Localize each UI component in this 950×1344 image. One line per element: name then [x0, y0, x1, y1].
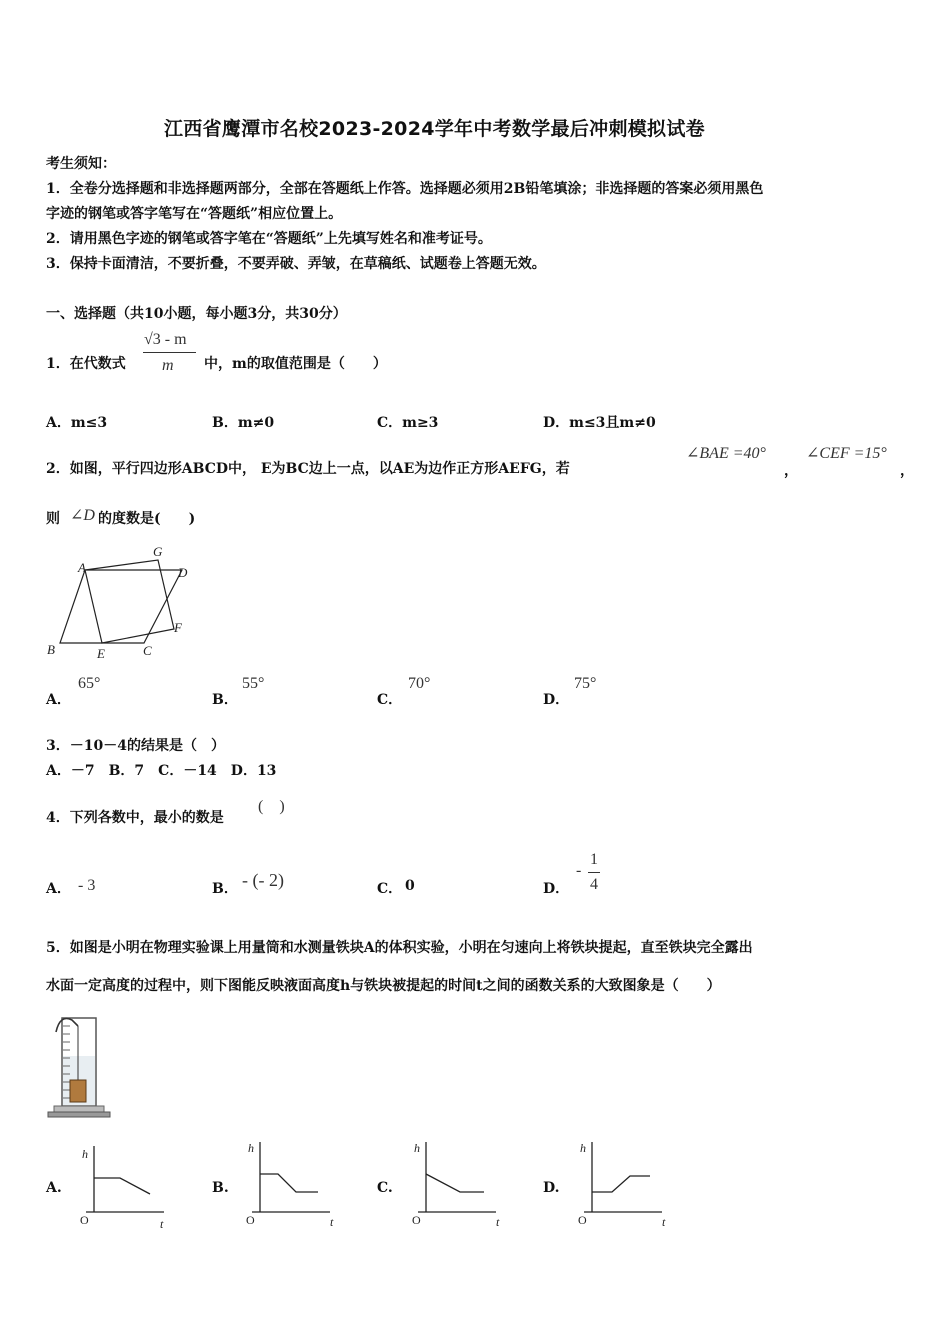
q4-option-a-letter: A． [46, 881, 71, 897]
q2-option-a-letter: A． [46, 692, 71, 708]
q4-option-d-sign: - [576, 862, 582, 879]
q1-suffix: 中，m的取值范围是（ ） [204, 356, 387, 372]
axis-h-label: h [414, 1141, 420, 1155]
q5-option-c-letter: C. [377, 1180, 393, 1196]
section-heading: 一、选择题（共10小题，每小题3分，共30分） [46, 306, 347, 322]
q2-comma-1: ， [784, 463, 798, 479]
q4-option-c-value: 0 [405, 878, 415, 894]
q4-option-d-denominator: 4 [590, 876, 598, 893]
q1-fraction-numerator: √3 - m [144, 331, 187, 348]
q4-question: 4．下列各数中，最小的数是 [46, 810, 224, 826]
q2-line1: 2．如图，平行四边形ABCD中， E为BC边上一点，以AE为边作正方形AEFG，若 [46, 461, 570, 477]
origin-label: O [578, 1213, 587, 1227]
q4-option-b-letter: B． [212, 881, 238, 897]
q1-option-a: A．m≤3 [46, 415, 108, 431]
q4-paren: ( ) [258, 798, 285, 815]
measuring-cylinder-illustration [44, 1012, 114, 1122]
notice-item-2: 2．请用黑色字迹的钢笔或答字笔在“答题纸”上先填写姓名和准考证号。 [46, 231, 492, 247]
q1-option-d: D．m≤3且m≠0 [543, 415, 656, 431]
axis-t-label: t [330, 1215, 334, 1229]
q5-graph-b [238, 1134, 343, 1232]
q3-question: 3．－10－4的结果是（ ） [46, 738, 225, 754]
parallelogram-abcd [60, 570, 182, 643]
label-f: F [174, 620, 182, 635]
q5-option-d-letter: D. [543, 1180, 560, 1196]
q5-graph-d [570, 1134, 675, 1232]
q2-comma-2: ， [900, 463, 914, 479]
q2-line2-prefix: 则 [46, 511, 60, 527]
label-d: D [178, 565, 188, 580]
q2-parallelogram-figure [40, 540, 200, 665]
notice-heading: 考生须知： [46, 156, 116, 172]
square-aefg [85, 560, 174, 643]
origin-label: O [80, 1213, 89, 1227]
q4-option-b-value: - (- 2) [242, 870, 284, 890]
q1-fraction-denominator: m [162, 357, 174, 374]
label-e: E [97, 646, 105, 661]
axis-h-label: h [580, 1141, 586, 1155]
q4-option-c-letter: C． [377, 881, 403, 897]
q4-option-a-value: - 3 [78, 877, 96, 894]
q1-option-c: C．m≥3 [377, 415, 439, 431]
q2-angle-d: ∠D [70, 507, 95, 524]
q2-angle-bae: ∠BAE =40° [686, 445, 766, 462]
q4-option-d-numerator: 1 [590, 851, 598, 868]
label-c: C [143, 643, 152, 658]
q3-options: A．－7 B．7 C．－14 D．13 [46, 763, 277, 779]
q2-option-b-value: 55° [242, 675, 265, 692]
axis-t-label: t [662, 1215, 666, 1229]
q2-angle-cef: ∠CEF =15° [806, 445, 887, 462]
q4-option-d-letter: D． [543, 881, 570, 897]
q2-option-d-letter: D． [543, 692, 570, 708]
q2-option-c-letter: C． [377, 692, 403, 708]
page-title: 江西省鹰潭市名校2023-2024学年中考数学最后冲刺模拟试卷 [164, 118, 705, 140]
q5-line2: 水面一定高度的过程中，则下图能反映液面高度h与铁块被提起的时间t之间的函数关系的大致图象是（ ） [46, 978, 721, 994]
axis-h-label: h [82, 1147, 88, 1161]
notice-item-1b: 字迹的钢笔或答字笔写在“答题纸”相应位置上。 [46, 206, 343, 222]
notice-item-3: 3．保持卡面清洁，不要折叠，不要弄破、弄皱，在草稿纸、试题卷上答题无效。 [46, 256, 546, 272]
q1-option-b: B．m≠0 [212, 415, 275, 431]
q2-option-a-value: 65° [78, 675, 101, 692]
q5-line1: 5．如图是小明在物理实验课上用量筒和水测量铁块A的体积实验，小明在匀速向上将铁块提起，直至铁块完全露出 [46, 940, 753, 956]
q2-option-d-value: 75° [574, 675, 597, 692]
q1-fraction-bar [143, 352, 196, 353]
axis-t-label: t [496, 1215, 500, 1229]
q5-option-b-letter: B. [212, 1180, 229, 1196]
notice-item-1a: 1．全卷分选择题和非选择题两部分，全部在答题纸上作答。选择题必须用2B铅笔填涂；非选择题的答案必须用黑色 [46, 181, 764, 197]
axis-h-label: h [248, 1141, 254, 1155]
origin-label: O [412, 1213, 421, 1227]
q5-graph-a [72, 1140, 177, 1232]
q2-line2-suffix: 的度数是( ) [98, 511, 196, 527]
q4-option-d-fraction-bar [588, 872, 600, 873]
q2-option-c-value: 70° [408, 675, 431, 692]
label-a: A [78, 560, 86, 575]
q1-prefix: 1．在代数式 [46, 356, 126, 372]
axis-t-label: t [160, 1217, 164, 1231]
label-g: G [153, 544, 163, 559]
label-b: B [47, 642, 55, 657]
origin-label: O [246, 1213, 255, 1227]
q5-option-a-letter: A. [46, 1180, 62, 1196]
q5-graph-c [404, 1134, 509, 1232]
q2-option-b-letter: B． [212, 692, 238, 708]
